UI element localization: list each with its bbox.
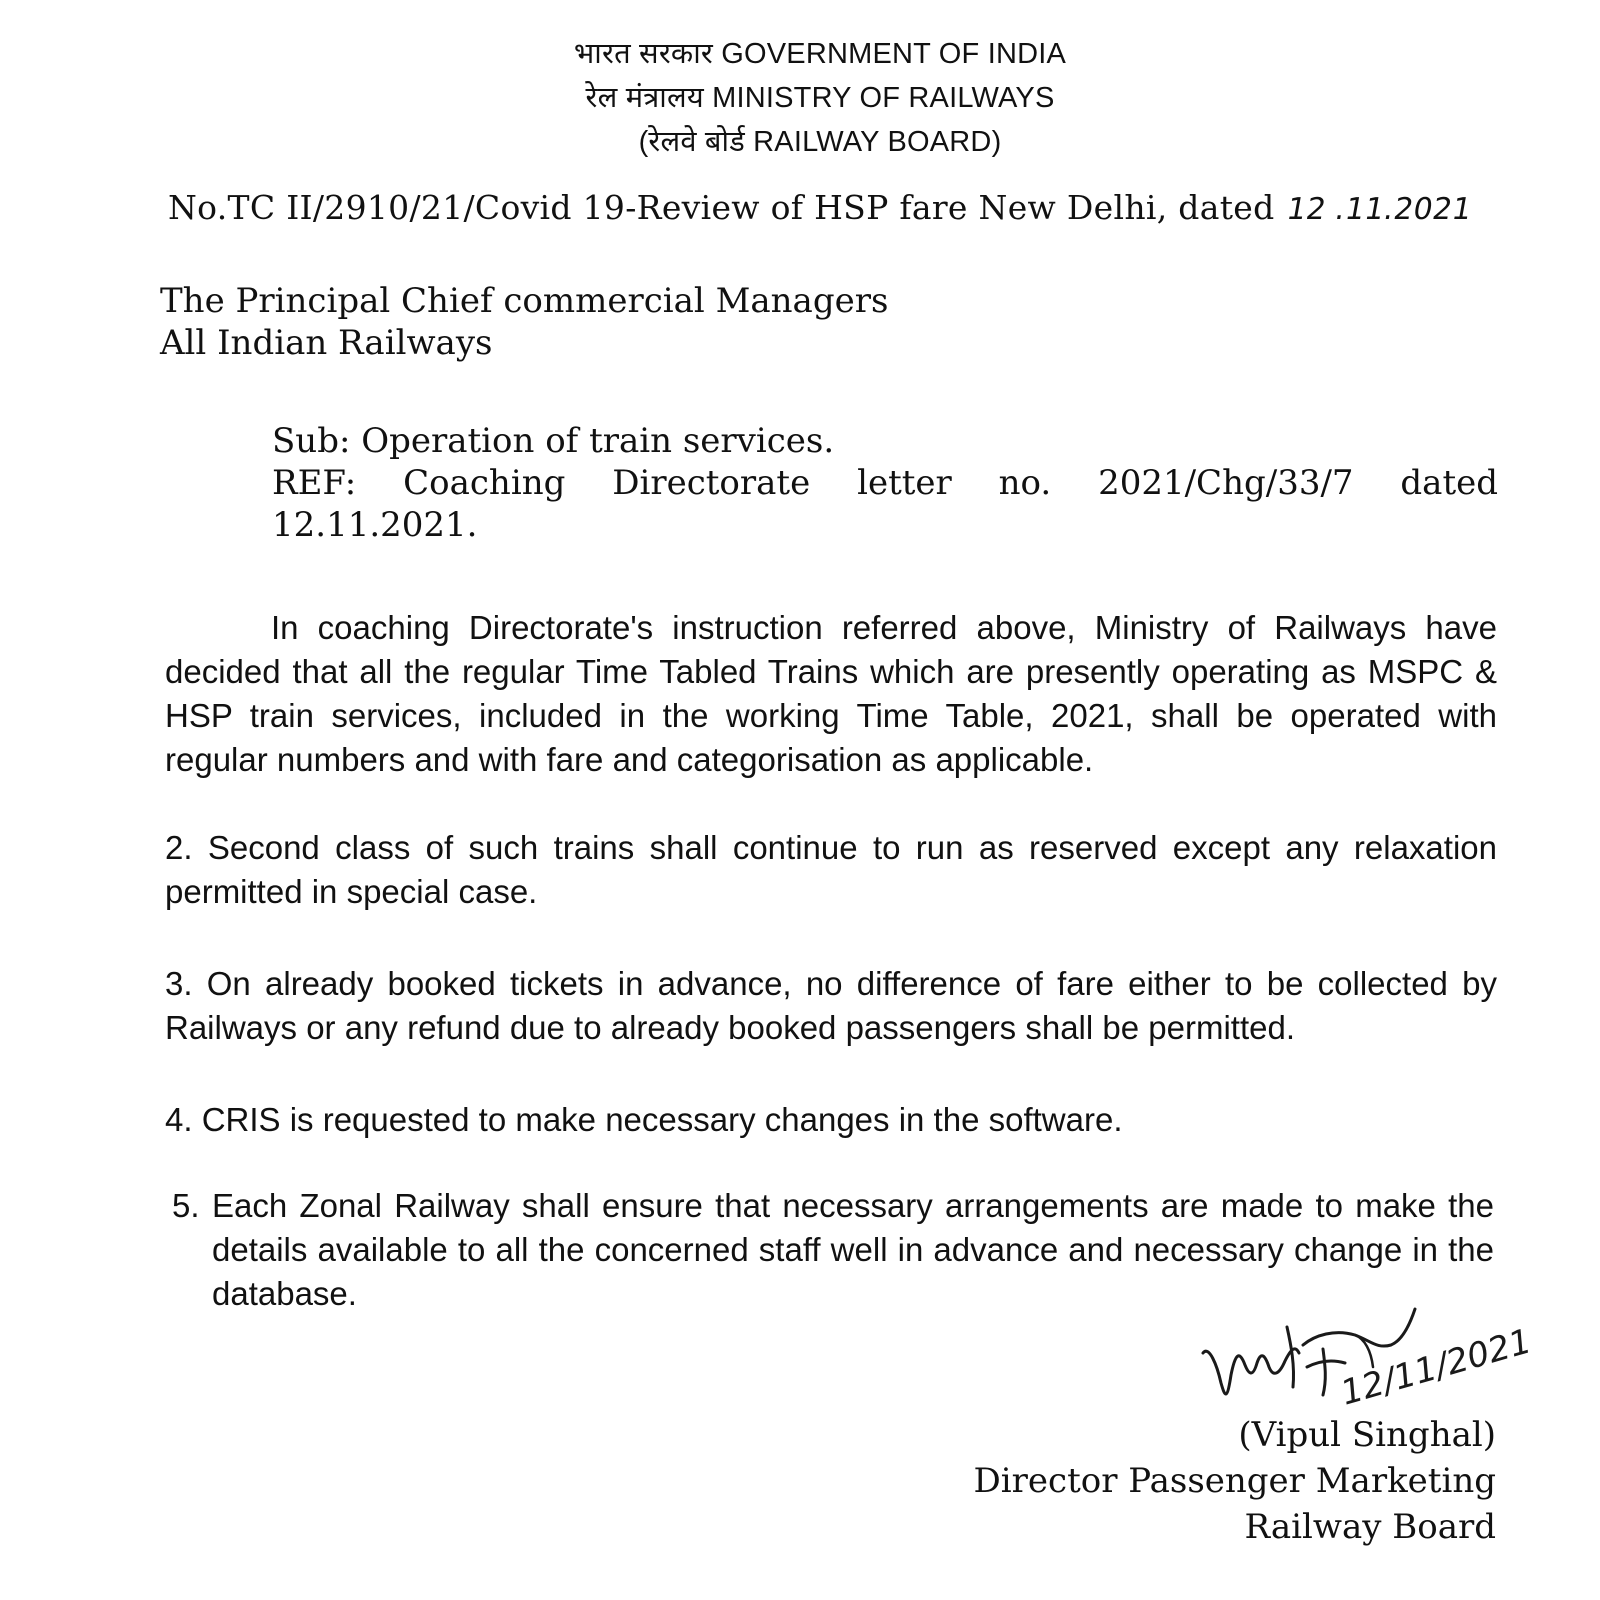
handwritten-signature — [1195, 1305, 1536, 1420]
signatory-office: Railway Board — [1244, 1507, 1496, 1547]
ref-word: letter — [857, 463, 952, 503]
signatory-name: (Vipul Singhal) — [1238, 1415, 1496, 1455]
reference-date-line: 12.11.2021. — [272, 505, 478, 545]
reference-date: 12 .11.2021 — [1283, 192, 1475, 227]
subject-block — [272, 420, 1498, 546]
ref-word: 2021/Chg/33/7 — [1098, 463, 1354, 503]
paragraph-1: In coaching Directorate's instruction referred above, Ministry of Railways have decided that all the regular Time Tabled Trains which are presently operating as MSPC & HSP train services, included in the working Time Table, 2021, shall be operated with regular numbers and with fare and categorisation as applicable. — [165, 609, 1497, 778]
reference-line-justified — [272, 462, 1498, 504]
ref-word: REF: — [272, 463, 357, 503]
addressee-organisation: All Indian Railways — [160, 323, 493, 363]
ref-word: Directorate — [612, 463, 811, 503]
letterhead-ministry: रेल मंत्रालय MINISTRY OF RAILWAYS — [585, 82, 1055, 114]
reference-line — [168, 188, 1475, 227]
addressee-title: The Principal Chief commercial Managers — [160, 281, 889, 321]
letterhead-government: भारत सरकार GOVERNMENT OF INDIA — [573, 38, 1067, 70]
signatory-block — [974, 1412, 1496, 1550]
ref-word: no. — [998, 463, 1052, 503]
letterhead — [520, 32, 1120, 164]
ref-word: dated — [1400, 463, 1498, 503]
paragraph-2: 2. Second class of such trains shall continue to run as reserved except any relaxation permitted in special case. — [165, 829, 1497, 910]
reference-number: No.TC II/2910/21/Covid 19-Review of HSP fare New Delhi, dated — [168, 188, 1275, 227]
paragraph-5-text: Each Zonal Railway shall ensure that necessary arrangements are made to make the details available to all the concerned staff well in advance and necessary change in the database. — [212, 1187, 1494, 1312]
ref-word: Coaching — [403, 463, 566, 503]
subject-line: Sub: Operation of train services. — [272, 421, 835, 461]
addressee-block — [160, 280, 888, 364]
paragraph-3: 3. On already booked tickets in advance, no difference of fare either to be collected by Railways or any refund due to already booked passengers shall be permitted. — [165, 965, 1497, 1046]
letterhead-board: (रेलवे बोर्ड RAILWAY BOARD) — [638, 126, 1002, 158]
signatory-designation: Director Passenger Marketing — [973, 1461, 1496, 1501]
signature-date: 12/11/2021 — [1336, 1321, 1536, 1414]
paragraph-5 — [172, 1184, 1494, 1316]
paragraph-5-number: 5. — [172, 1187, 200, 1224]
paragraph-4: 4. CRIS is requested to make necessary changes in the software. — [165, 1101, 1123, 1138]
